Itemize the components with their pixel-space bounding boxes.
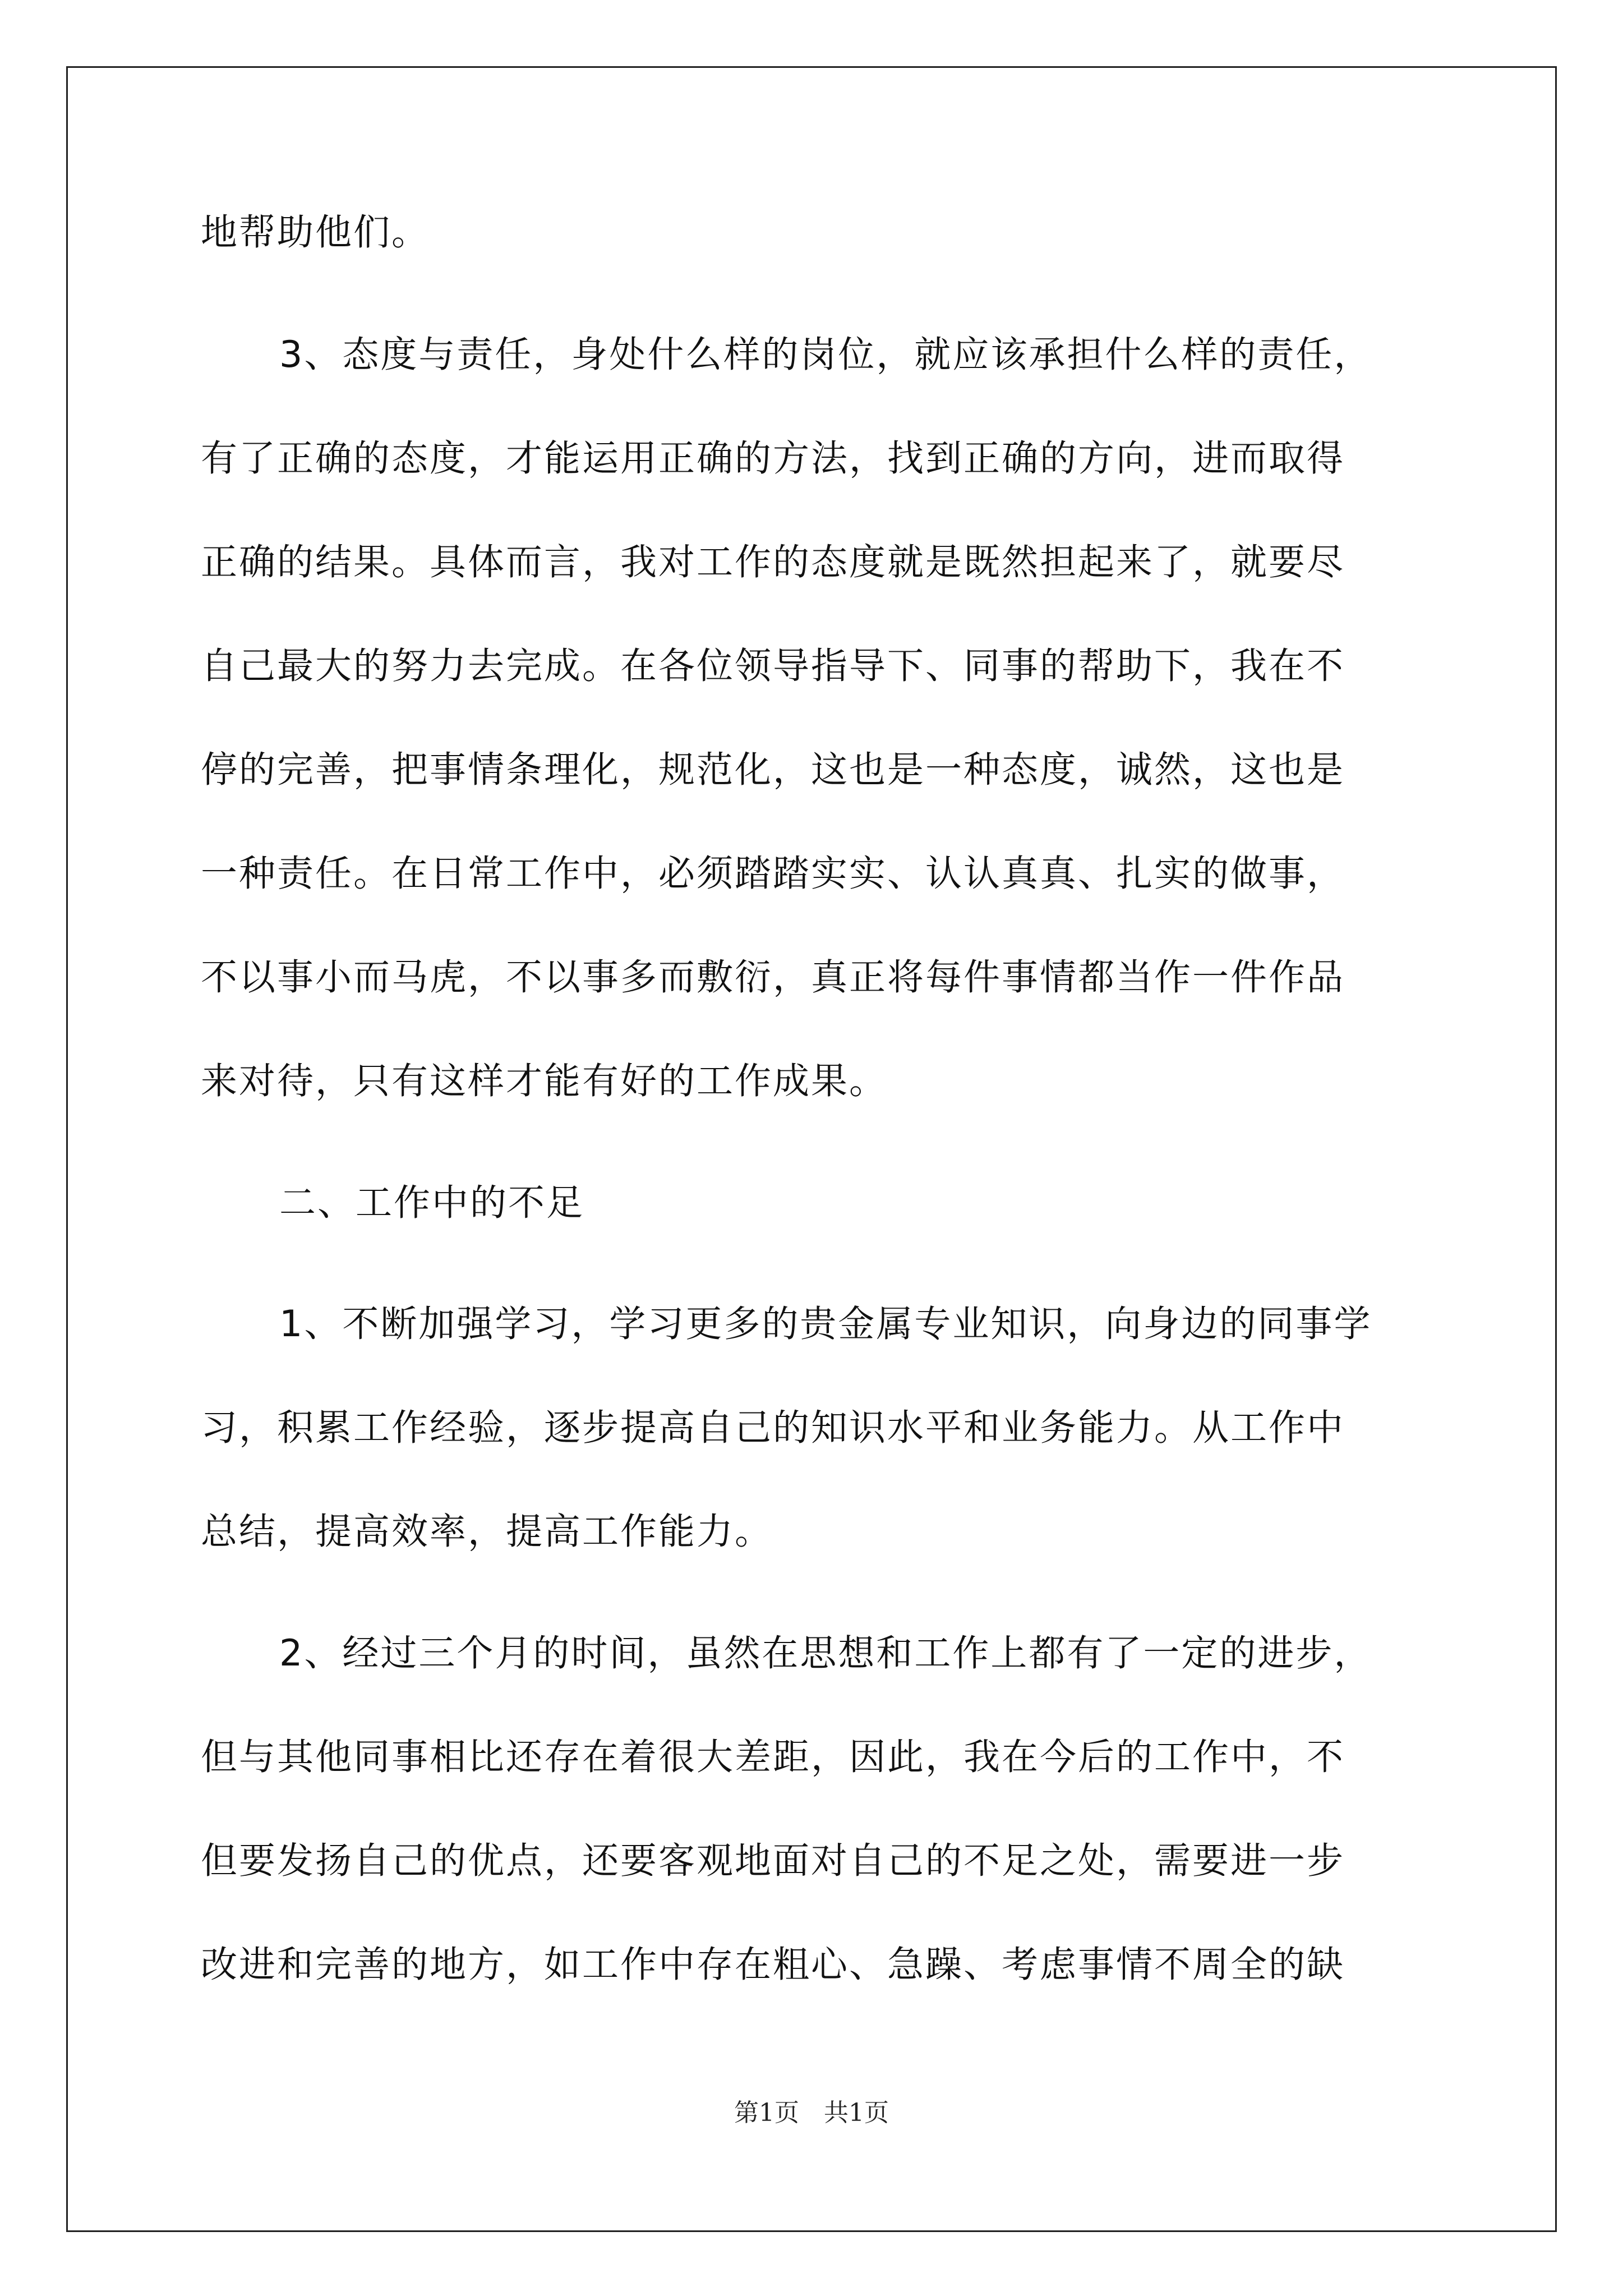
paragraph-line: 1、不断加强学习，学习更多的贵金属专业知识，向身边的同事学	[279, 1303, 1372, 1345]
page-footer: 第1页 共1页	[734, 2099, 889, 2127]
page-border	[66, 66, 1557, 2232]
text-line: 有了正确的态度，才能运用正确的方法，找到正确的方向，进而取得	[201, 438, 1345, 480]
text-line: 一种责任。在日常工作中，必须踏踏实实、认认真真、扎实的做事，	[201, 853, 1345, 895]
text-line: 但要发扬自己的优点，还要客观地面对自己的不足之处，需要进一步	[201, 1840, 1345, 1882]
text-line: 总结，提高效率，提高工作能力。	[201, 1511, 773, 1553]
text-line: 地帮助他们。	[201, 211, 430, 254]
text-line: 来对待，只有这样才能有好的工作成果。	[201, 1060, 888, 1102]
paragraph-line: 2、经过三个月的时间，虽然在思想和工作上都有了一定的进步，	[279, 1632, 1372, 1674]
text-line: 正确的结果。具体而言，我对工作的态度就是既然担起来了，就要尽	[201, 541, 1345, 583]
text-line: 停的完善，把事情条理化，规范化，这也是一种态度，诚然，这也是	[201, 749, 1345, 791]
text-line: 改进和完善的地方，如工作中存在粗心、急躁、考虑事情不周全的缺	[201, 1944, 1345, 1986]
text-line: 习，积累工作经验，逐步提高自己的知识水平和业务能力。从工作中	[201, 1407, 1345, 1449]
text-line: 自己最大的努力去完成。在各位领导指导下、同事的帮助下，我在不	[201, 645, 1345, 687]
paragraph-line: 3、态度与责任，身处什么样的岗位，就应该承担什么样的责任，	[279, 334, 1372, 376]
text-line: 不以事小而马虎，不以事多而敷衍，真正将每件事情都当作一件作品	[201, 956, 1345, 999]
section-heading: 二、工作中的不足	[279, 1182, 585, 1224]
text-line: 但与其他同事相比还存在着很大差距，因此，我在今后的工作中，不	[201, 1736, 1345, 1778]
